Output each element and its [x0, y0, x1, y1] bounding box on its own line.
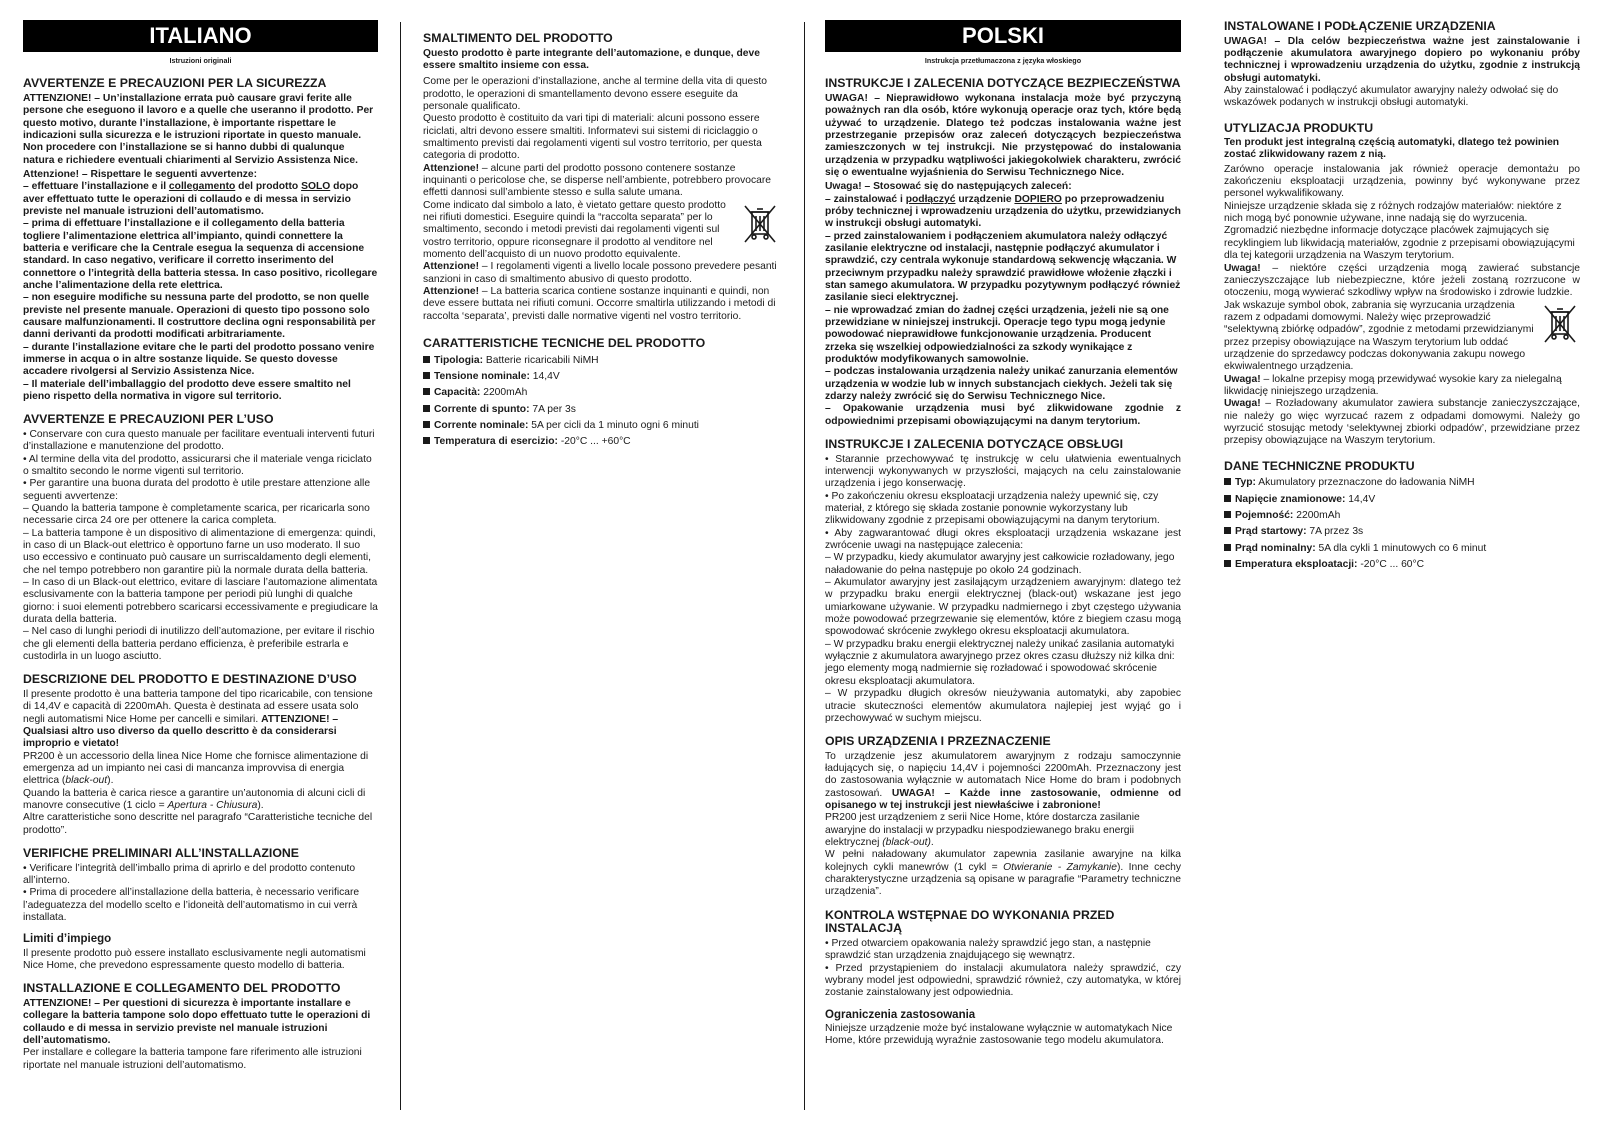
disposal-paragraph-3: Questo prodotto è costituito da vari tipi di materiali: alcuni possono essere riciclati, altri devono essere smaltiti. Informatevi sui sistemi di riciclaggio o smaltimento previsti dai regolamenti vigenti sul vostro territorio, per questa categoria di prodotto. [423, 113, 762, 162]
use-item-6: – In caso di un Black-out elettrico, evitare di lasciare l’automazione alimentata esclusivamente con la batteria tampone per periodi più lunghi di qualche giorno: i suoi elementi potrebbero scaricarsi eccessivamente e pregiudicare la durata della batteria. [23, 577, 378, 626]
use-item-1: • Conservare con cura questo manuale per facilitare eventuali interventi futuri d’installazione e manutenzione del prodotto. [23, 428, 375, 453]
safety-item-3: – nie wprowadzać zmian do żadnej części urządzenia, jeżeli nie są one przewidziane w niniejszej instrukcji. Operacje tego typu mogą jedynie powodować nieprawidłowe funkcjonowanie urządzenia. Producent zrzeka się wszelkiej odpowiedzialności za szkody wynikające z produktów modyfikowanych samowolnie. [825, 304, 1169, 366]
install-paragraph: Aby zainstalować i podłączyć akumulator awaryjny należy odwołać się do wskazówek podanych w instrukcji obsługi automatyki. [1224, 84, 1559, 109]
spec-row: Corrente nominale: 5A per cicli da 1 minuto ogni 6 minuti [423, 420, 780, 432]
install-warning: ATTENZIONE! – Per questioni di sicurezza è importante installare e collegare la batteria tampone solo dopo effettuato tutte le operazioni di collaudo e di messa in servizio previste nel manuale istruzioni dell’automatismo. [23, 997, 371, 1046]
spec-row: Tensione nominale: 14,4V [423, 371, 780, 383]
disposal-paragraph-6: Attenzione! – I regolamenti vigenti a livello locale possono prevedere pesanti sanzioni in caso di smaltimento abusivo di questo prodotto. [423, 261, 777, 285]
column-divider [400, 22, 401, 1110]
heading-preliminary: VERIFICHE PRELIMINARI ALL’INSTALLAZIONE [23, 846, 299, 861]
safety-item-2: – przed zainstalowaniem i podłączeniem akumulatora należy odłączyć zasilanie elektryczne od instalacji, następnie podłączyć akumulator i sprawdzić, czy centrala wykonuje standardową sekwencję włączania. W przeciwnym przypadku należy sprawdzić prawidłowe włożenie złączki i stan samego akumulatora. W przypadku pozytywnym podłączyć również zasilanie sieci elektrycznej. [825, 230, 1181, 304]
heading-description: DESCRIZIONE DEL PRODOTTO E DESTINAZIONE D’USO [23, 672, 357, 687]
safety-respect: Attenzione! – Rispettare le seguenti avvertenze: [23, 168, 258, 180]
desc-paragraph-4: Altre caratteristiche sono descritte nel paragrafo “Caratteristiche tecniche del prodotto”. [23, 812, 373, 836]
safety-item-5: – Il materiale dell’imballaggio del prodotto deve essere smaltito nel pieno rispetto della normativa in vigore sul territorio. [23, 378, 351, 403]
desc-paragraph-1: To urządzenie jesz akumulatorem awaryjnym z rodzaju samoczynnie ładujących się, o napięciu 14,4V i pojemności 2200mAh. Przeznaczony jest do zastosowania wyłącznie w automatach Nice Home do bram i podobnych zastosowań. UWAGA! – Każde inne zastosowanie, odmienne od opisanego w tej instrukcji jest niewłaściwe i zabronione! [825, 750, 1181, 812]
use-item-2: • Al termine della vita del prodotto, assicurarsi che il materiale venga riciclato o smaltito secondo le norme vigenti sul territorio. [23, 453, 372, 477]
heading-use: AVVERTENZE E PRECAUZIONI PER L’USO [23, 412, 274, 427]
desc-paragraph-3: Quando la batteria è carica riesce a garantire un’autonomia di alcuni cicli di manovre consecutive (1 ciclo = Apertura - Chiusura). [23, 787, 366, 812]
prelim-item-1: • Verificare l’integrità dell’imballo prima di aprirlo e del prodotto contenuto all’interno. [23, 862, 356, 886]
spec-row: Prąd startowy: 7A przez 3s [1224, 526, 1580, 538]
heading-specs: CARATTERISTICHE TECNICHE DEL PRODOTTO [423, 336, 706, 351]
heading-limits: Limiti d’impiego [23, 933, 112, 946]
polish-column-1 [825, 20, 1181, 1048]
disposal-paragraph-6: Uwaga! – lokalne przepisy mogą przewidywać wysokie kary za nielegalną likwidację niniejszego urządzenia. [1224, 373, 1562, 397]
desc-paragraph-2: PR200 jest urządzeniem z serii Nice Home, które dostarcza zasilanie awaryjne do instalacji w przypadku niespodziewanego braku energii elektrycznej (black-out). [825, 812, 1140, 849]
disposal-intro: Questo prodotto è parte integrante dell’automazione, e dunque, deve essere smaltito insieme con essa. [423, 47, 760, 71]
disposal-paragraph-2: Zarówno operacje instalowania jak również operacje demontażu po zakończeniu eksploatacji urządzenia, powinny być wykonywane przez personel wykwalifikowany. [1224, 163, 1580, 200]
heading-disposal: SMALTIMENTO DEL PRODOTTO [423, 31, 613, 45]
heading-description: OPIS URZĄDZENIA I PRZEZNACZENIE [825, 734, 1051, 749]
disposal-intro: Ten produkt jest integralną częścią automatyki, dlatego też powinien zostać zlikwidowany razem z nią. [1224, 137, 1560, 161]
disposal-paragraph-4: Attenzione! – alcune parti del prodotto possono contenere sostanze inquinanti o pericolose che, se disperse nell’ambiente, potrebbero provocare effetti dannosi sull’ambiente stesso e sulla salute umana. [423, 162, 772, 199]
prelim-item-1: • Przed otwarciem opakowania należy sprawdzić jego stan, a następnie sprawdzić stan urządzenia znajdującego się wewnątrz. [825, 937, 1151, 962]
safety-item-2: – prima di effettuare l’installazione e il collegamento della batteria togliere l’alimentazione elettrica all’impianto, quindi connettere la batteria e verificare che la Centrale esegua la sequenza di accensione standard. In caso negativo, verificare il corretto inserimento del connettore o l’integrità della batteria stessa. In caso positivo, ricollegare anche l’alimentazione della rete elettrica. [23, 218, 378, 291]
disposal-paragraph-7: Uwaga! – Rozładowany akumulator zawiera substancje zanieczyszczające, nie należy go więc wyrzucać razem z odpadami domowymi. Należy go wyrzucić stosując metody ‘selektywnej zbiorki odpadów’, przewidziane przez przepisy obowiązujące na Waszym terytorium. [1224, 398, 1580, 447]
spec-row: Corrente di spunto: 7A per 3s [423, 404, 780, 416]
spec-row: Temperatura di esercizio: -20°C ... +60°C [423, 436, 780, 448]
safety-item-5: – Opakowanie urządzenia musi być zlikwidowane zgodnie z odpowiednimi przepisami obowiązującymi na danym terytorium. [825, 403, 1181, 427]
spec-row: Napięcie znamionowe: 14,4V [1224, 494, 1580, 506]
disposal-paragraph-4: Uwaga! – niektóre części urządzenia mogą zawierać substancje zanieczyszczające lub niebezpieczne, które jeżeli zostaną rozrzucone w otoczeniu, mogą wywierać szkodliwy wpływ na środowisko i zdrowie ludzkie. [1224, 262, 1580, 299]
heading-preliminary: KONTROLA WSTĘPNAE DO WYKONANIA PRZED INSTALACJĄ [825, 907, 1115, 936]
heading-disposal: UTYLIZACJA PRODUKTU [1224, 120, 1374, 135]
heading-limits: Ograniczenia zastosowania [825, 1008, 976, 1021]
install-paragraph: Per installare e collegare la batteria tampone fare riferimento alle istruzioni riportate nel manuale istruzioni dell’automatismo. [23, 1047, 362, 1071]
desc-paragraph-1: Il presente prodotto è una batteria tampone del tipo ricaricabile, con tensione di 14,4V e capacità di 2200mAh. Questa è destinata ad essere usata solo negli automatismi Nice Home per cancelli e similari. ATTENZIONE! – Qualsiasi altro uso diverso da quello descritto è da considerarsi improprio e vietato! [23, 688, 373, 750]
language-header-polish: POLSKI [825, 20, 1181, 52]
crossed-out-bin-icon [740, 202, 780, 246]
heading-installation: INSTALLAZIONE E COLLEGAMENTO DEL PRODOTTO [23, 981, 341, 996]
disposal-paragraph-7: Attenzione! – La batteria scarica contiene sostanze inquinanti e quindi, non deve essere buttata nei rifiuti comuni. Occorre smaltirla utilizzando i metodi di raccolta ‘separata’, previsti dalle normative vigenti nel vostro territorio. [423, 286, 776, 322]
use-item-3: • Aby zagwarantować długi okres eksploatacji urządzenia wskazane jest zwrócenie uwagi na następujące zalecenia: [825, 527, 1181, 552]
use-item-5: – La batteria tampone è un dispositivo di alimentazione di emergenza: quindi, in caso di un Black-out elettrico è opportuno farne un uso moderato. Il suo uso eccessivo e continuato può causare un surriscaldamento degli elementi, che nel tempo potrebbero non garantire più la normale durata della batteria. [23, 527, 376, 576]
use-item-4: – W przypadku, kiedy akumulator awaryjny jest całkowicie rozładowany, jego naładowanie do pełna następuje po około 24 godzinach. [825, 552, 1175, 576]
safety-intro: ATTENZIONE! – Un’installazione errata può causare gravi ferite alle persone che eseguono il lavoro e a quelle che useranno il prodotto. Per questo motivo, durante l’installazione, è importante rispettare le indicazioni sulla sicurezza e le istruzioni riportate in questo manuale. Non procedere con l’installazione se si hanno dubbi di qualunque natura e richiedere eventuali chiarimenti al Servizio Assistenza Nice. [23, 92, 374, 166]
limits-paragraph: Il presente prodotto può essere installato esclusivamente negli automatismi Nice Home, che prevedono espressamente questo modello di batteria. [23, 947, 366, 971]
use-item-4: – Quando la batteria tampone è completamente scarica, per ricaricarla sono necessarie circa 24 ore per ottenere la carica completa. [23, 503, 370, 527]
heading-safety: INSTRUKCJE I ZALECENIA DOTYCZĄCE BEZPIECZEŃSTWA [825, 76, 1181, 91]
use-item-5: – Akumulator awaryjny jest zasilającym urządzeniem awaryjnym: dlatego też w przypadku braku energii elektrycznej (black-out) wskazane jest jego umiarkowane używanie. W przypadku nadmiernego i zbyt częstego używania może powodować przegrzewanie się elementów, które z biegiem czasu mogą spowodować skrócenie zwykłego okresu eksploatacji akumulatora. [825, 577, 1181, 638]
subtitle-polish: Instrukcja przetłumaczona z języka włoskiego [924, 56, 1082, 65]
subtitle-italian: Istruzioni originali [169, 56, 232, 65]
heading-safety: AVVERTENZE E PRECAUZIONI PER LA SICUREZZA [23, 76, 327, 91]
spec-row: Emperatura eksploatacji: -20°C ... 60°C [1224, 559, 1580, 571]
specs-list [423, 355, 780, 449]
use-item-2: • Po zakończeniu okresu eksploatacji urządzenia należy upewnić się, czy materiał, z którego się składa zostanie ponownie wykorzystany lub zlikwidowany zgodnie z przepisami obowiązującymi na danym terytorium. [825, 490, 1160, 527]
prelim-item-2: • Prima di procedere all’installazione della batteria, è necessario verificare l’adeguatezza del modello scelto e l’idoneità dell’automatismo in cui verrà installata. [23, 887, 360, 923]
language-header-italian: ITALIANO [23, 20, 378, 52]
use-item-3: • Per garantire una buona durata del prodotto è utile prestare attenzione alle seguenti avvertenze: [23, 478, 371, 502]
use-item-7: – W przypadku długich okresów nieużywania automatyki, aby zapobiec utracie skuteczności elementów akumulatora najlepiej jest wyjąć go i przechowywać w suchym miejscu. [825, 688, 1181, 724]
spec-row: Prąd nominalny: 5A dla cykli 1 minutowych co 6 minut [1224, 543, 1580, 555]
desc-paragraph-2: PR200 è un accessorio della linea Nice Home che fornisce alimentazione di emergenza ad un impianto nei casi di mancanza improvvisa di energia elettrica (black-out). [23, 750, 369, 787]
spec-row: Pojemność: 2200mAh [1224, 510, 1580, 522]
safety-item-4: – podczas instalowania urządzenia należy unikać zanurzania elementów urządzenia w wodzie lub w innych substancjach ciekłych. Jeżeli tak się zdarzy należy zwrócić się do Serwisu Technicznego Nice. [825, 366, 1178, 403]
use-item-6: – W przypadku braku energii elektrycznej należy unikać zasilania automatyki wyłącznie z akumulatora awaryjnego przez okres czasu dłuższy niż kilka dni: jego elementy mogą nadmiernie się rozładować i spowodować skrócenie okresu eksploatacji akumulatora. [825, 638, 1175, 687]
spec-row: Capacità: 2200mAh [423, 387, 780, 399]
safety-item-1: – effettuare l’installazione e il collegamento del prodotto SOLO dopo aver effettuato tutte le operazioni di collaudo e di messa in servizio previste nel manuale istruzioni dell’automatismo. [23, 181, 359, 217]
specs-list [1224, 477, 1580, 571]
desc-paragraph-3: W pełni naładowany akumulator zapewnia zasilanie awaryjne na kilka kolejnych cykli manewrów (1 cykl = Otwieranie - Zamykanie). Inne cechy charakterystyczne urządzenia są opisane w paragrafie “Parametry techniczne urządzenia”. [825, 849, 1181, 898]
limits-paragraph: Niniejsze urządzenie może być instalowane wyłącznie w automatykach Nice Home, które przewidują wyraźnie zastosowanie tego modelu akumulatora. [825, 1022, 1173, 1047]
disposal-paragraph-2: Come per le operazioni d’installazione, anche al termine della vita di questo prodotto, le operazioni di smantellamento devono essere eseguite da personale qualificato. [423, 76, 768, 112]
heading-specs: DANE TECHNICZNE PRODUKTU [1224, 458, 1415, 473]
disposal-paragraph-5: Come indicato dal simbolo a lato, è vietato gettare questo prodotto nei rifiuti domestici. Eseguire quindi la “raccolta separata” per lo smaltimento, secondo i metodi previsti dai regolamenti vigenti sul vostro territorio, oppure riconsegnare il prodotto al venditore nel momento dell’acquisto di un nuovo prodotto equivalente. [423, 200, 780, 262]
polish-column-2 [1224, 20, 1580, 571]
disposal-paragraph-3: Niniejsze urządzenie składa się z różnych rodzajów materiałów: niektóre z nich mogą być ponownie używane, inne nadają się do wyrzucenia. Zgromadzić niezbędne informacje dotyczące placówek zajmujących się recyklingiem lub likwidacją materiałów, zgodnie z przepisami obowiązującymi dla tej kategorii urządzenia na Waszym terytorium. [1224, 200, 1575, 262]
safety-respect: Uwaga! – Stosować się do następujących zaleceń: [825, 181, 1072, 193]
italian-column-2 [423, 20, 780, 449]
install-warning: UWAGA! – Dla celów bezpieczeństwa ważne jest zainstalowanie i podłączenie akumulatora awaryjnego dopiero po wykonaniu próby technicznej i wprowadzeniu urządzenia do użytku, zgodnie z instrukcją obsługi automatyki. [1224, 35, 1580, 84]
page-divider [804, 22, 805, 1110]
spec-row: Typ: Akumulatory przeznaczone do ładowania NiMH [1224, 477, 1580, 489]
italian-column-1 [23, 20, 378, 1072]
prelim-item-2: • Przed przystąpieniem do instalacji akumulatora należy sprawdzić, czy wybrany model jest odpowiedni, sprawdzić również, czy automatyka, w której zostanie zainstalowany jest odpowiednia. [825, 962, 1181, 999]
heading-use: INSTRUKCJE I ZALECENIA DOTYCZĄCE OBSŁUGI [825, 437, 1124, 452]
safety-item-4: – durante l’installazione evitare che le parti del prodotto possano venire immerse in acqua o in altre sostanze liquide. Se questo dovesse accadere rivolgersi al Servizio Assistenza Nice. [23, 341, 375, 378]
crossed-out-bin-icon [1540, 302, 1580, 346]
safety-item-3: – non eseguire modifiche su nessuna parte del prodotto, se non quelle previste nel presente manuale. Operazioni di questo tipo possono solo causare malfunzionamenti. Il costruttore declina ogni responsabilità per danni derivanti da prodotti modificati arbitrariamente. [23, 292, 376, 341]
spec-row: Tipologia: Batterie ricaricabili NiMH [423, 355, 780, 367]
safety-intro: UWAGA! – Nieprawidłowo wykonana instalacja może być przyczyną poważnych ran dla osób, które wykonują operacje oraz tych, które będą używać to urządzenie. Dlatego też podczas instalowania ważne jest przestrzeganie przepisów oraz zaleceń dotyczących bezpieczeństwa zamieszczonych w tej instrukcji. Nie przystępować do instalowania urządzenia w przypadku wątpliwości jakiegokolwiek charakteru, zwrócić się o ewentualne wyjaśnienia do Serwisu Technicznego Nice. [825, 92, 1181, 178]
disposal-paragraph-5: Jak wskazuje symbol obok, zabrania się wyrzucania urządzenia razem z odpadami domowymi. Należy więc przeprowadzić “selektywną zbiórkę odpadów”, zgodnie z metodami przewidzianymi przez przepisy obowiązujące na Waszym terytorium lub oddać urządzenie do sprzedawcy podczas dokonywania zakupu nowego ekwiwalentnego urządzenia. [1224, 300, 1580, 374]
heading-installation: INSTALOWANE I PODŁĄCZENIE URZĄDZENIA [1224, 19, 1496, 33]
use-item-1: • Starannie przechowywać tę instrukcję w celu ułatwienia ewentualnych interwencji wykonywanych w przyszłości, mających na celu zainstalowanie urządzenia i jego konserwację. [825, 453, 1181, 490]
safety-item-1: – zainstalować i podłączyć urządzenie DOPIERO po przeprowadzeniu próby technicznej i wprowadzeniu urządzenia do użytku, przewidzianych w instrukcji obsługi automatyki. [825, 193, 1181, 230]
use-item-7: – Nel caso di lunghi periodi di inutilizzo dell’automazione, per evitare il rischio che gli elementi della batteria perdano efficienza, è preferibile estrarla e custodirla in un luogo asciutto. [23, 626, 375, 663]
